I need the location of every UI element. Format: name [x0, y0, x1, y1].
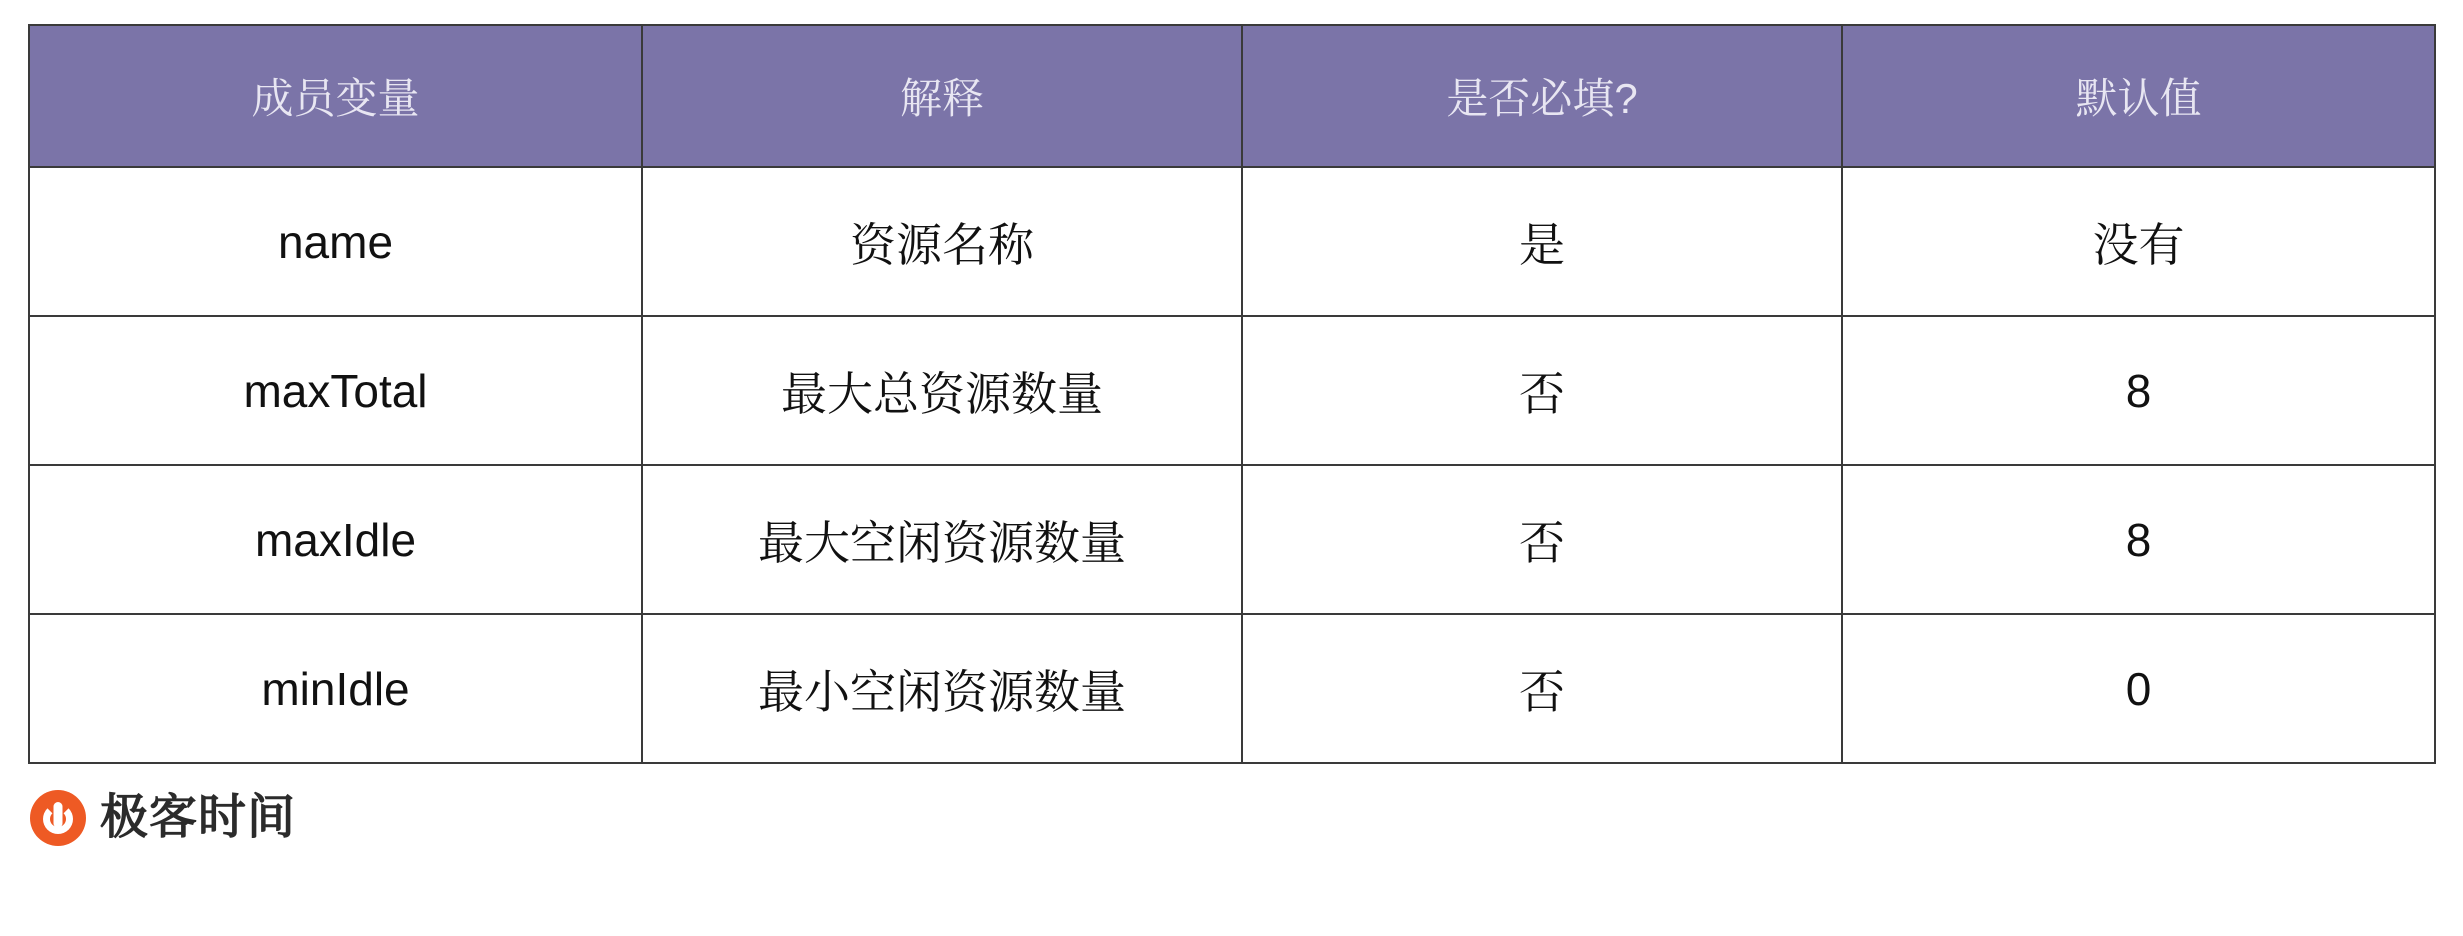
cell-member-variable: maxIdle: [29, 465, 642, 614]
cell-explanation: 最大空闲资源数量: [642, 465, 1242, 614]
table-body: [29, 167, 2435, 763]
cell-default-value: 8: [1842, 465, 2435, 614]
brand-name: 极客时间: [100, 791, 297, 844]
spec-table: [28, 24, 2436, 764]
table-row: [29, 167, 2435, 316]
cell-required: 否: [1242, 465, 1842, 614]
cell-explanation: 最小空闲资源数量: [642, 614, 1242, 763]
column-header-explanation: 解释: [642, 25, 1242, 167]
table-row: [29, 614, 2435, 763]
cell-member-variable: minIdle: [29, 614, 642, 763]
column-header-required: 是否必填?: [1242, 25, 1842, 167]
cell-explanation: 资源名称: [642, 167, 1242, 316]
cell-explanation: 最大总资源数量: [642, 316, 1242, 465]
geek-time-logo-icon: [30, 790, 86, 846]
table-header: [29, 25, 2435, 167]
table-header-row: [29, 25, 2435, 167]
table-row: [29, 316, 2435, 465]
cell-member-variable: maxTotal: [29, 316, 642, 465]
cell-default-value: 没有: [1842, 167, 2435, 316]
cell-required: 否: [1242, 614, 1842, 763]
cell-member-variable: name: [29, 167, 642, 316]
brand-watermark: [28, 790, 2435, 846]
column-header-member-variable: 成员变量: [29, 25, 642, 167]
table-row: [29, 465, 2435, 614]
cell-required: 否: [1242, 316, 1842, 465]
cell-required: 是: [1242, 167, 1842, 316]
column-header-default-value: 默认值: [1842, 25, 2435, 167]
cell-default-value: 0: [1842, 614, 2435, 763]
cell-default-value: 8: [1842, 316, 2435, 465]
